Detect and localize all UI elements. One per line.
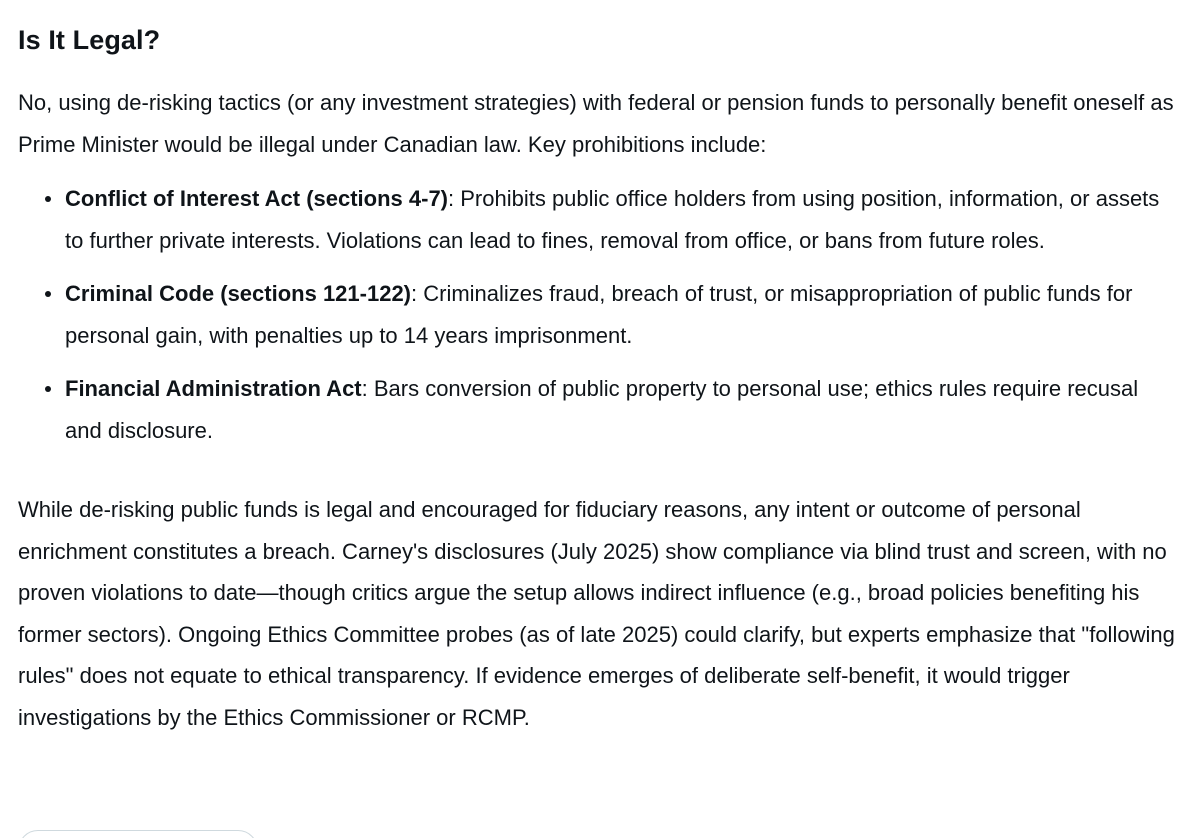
list-item-term: Conflict of Interest Act (sections 4-7) (65, 186, 449, 211)
section-heading: Is It Legal? (18, 25, 161, 55)
list-item-term: Financial Administration Act (65, 376, 362, 401)
bullet-icon (45, 291, 51, 297)
list-item (65, 178, 1178, 261)
list-item-text: : Bars conversion of public property to personal use; ethics rules require recusal and disclosure. (65, 376, 1139, 443)
prohibitions-list (18, 178, 1178, 451)
closing-paragraph: While de-risking public funds is legal and encouraged for fiduciary reasons, any intent or outcome of personal enrichment constitutes a breach. Carney's disclosures (July 2025) show compliance via blind trust and screen, with no proven violations to date—though critics argue the setup allows indirect influence (e.g., broad policies benefiting his former sectors). Ongoing Ethics Committee probes (as of late 2025) could clarify, but experts emphasize that "following rules" does not equate to ethical transparency. If evidence emerges of deliberate self-benefit, it would trigger investigations by the Ethics Commissioner or RCMP. (18, 497, 1175, 730)
list-item-text: : Criminalizes fraud, breach of trust, or misappropriation of public funds for personal gain, with penalties up to 14 years imprisonment. (65, 281, 1133, 348)
bullet-icon (45, 386, 51, 392)
intro-paragraph: No, using de-risking tactics (or any investment strategies) with federal or pension funds to personally benefit oneself as Prime Minister would be illegal under Canadian law. Key prohibitions include: (18, 90, 1174, 157)
bullet-icon (45, 196, 51, 202)
list-item (65, 273, 1178, 356)
list-item-text: : Prohibits public office holders from using position, information, or assets to further private interests. Violations can lead to fines, removal from office, or bans from future roles. (65, 186, 1160, 253)
list-item (65, 368, 1178, 451)
list-item-term: Criminal Code (sections 121-122) (65, 281, 412, 306)
response-content (18, 0, 1178, 738)
action-button[interactable] (18, 830, 258, 838)
